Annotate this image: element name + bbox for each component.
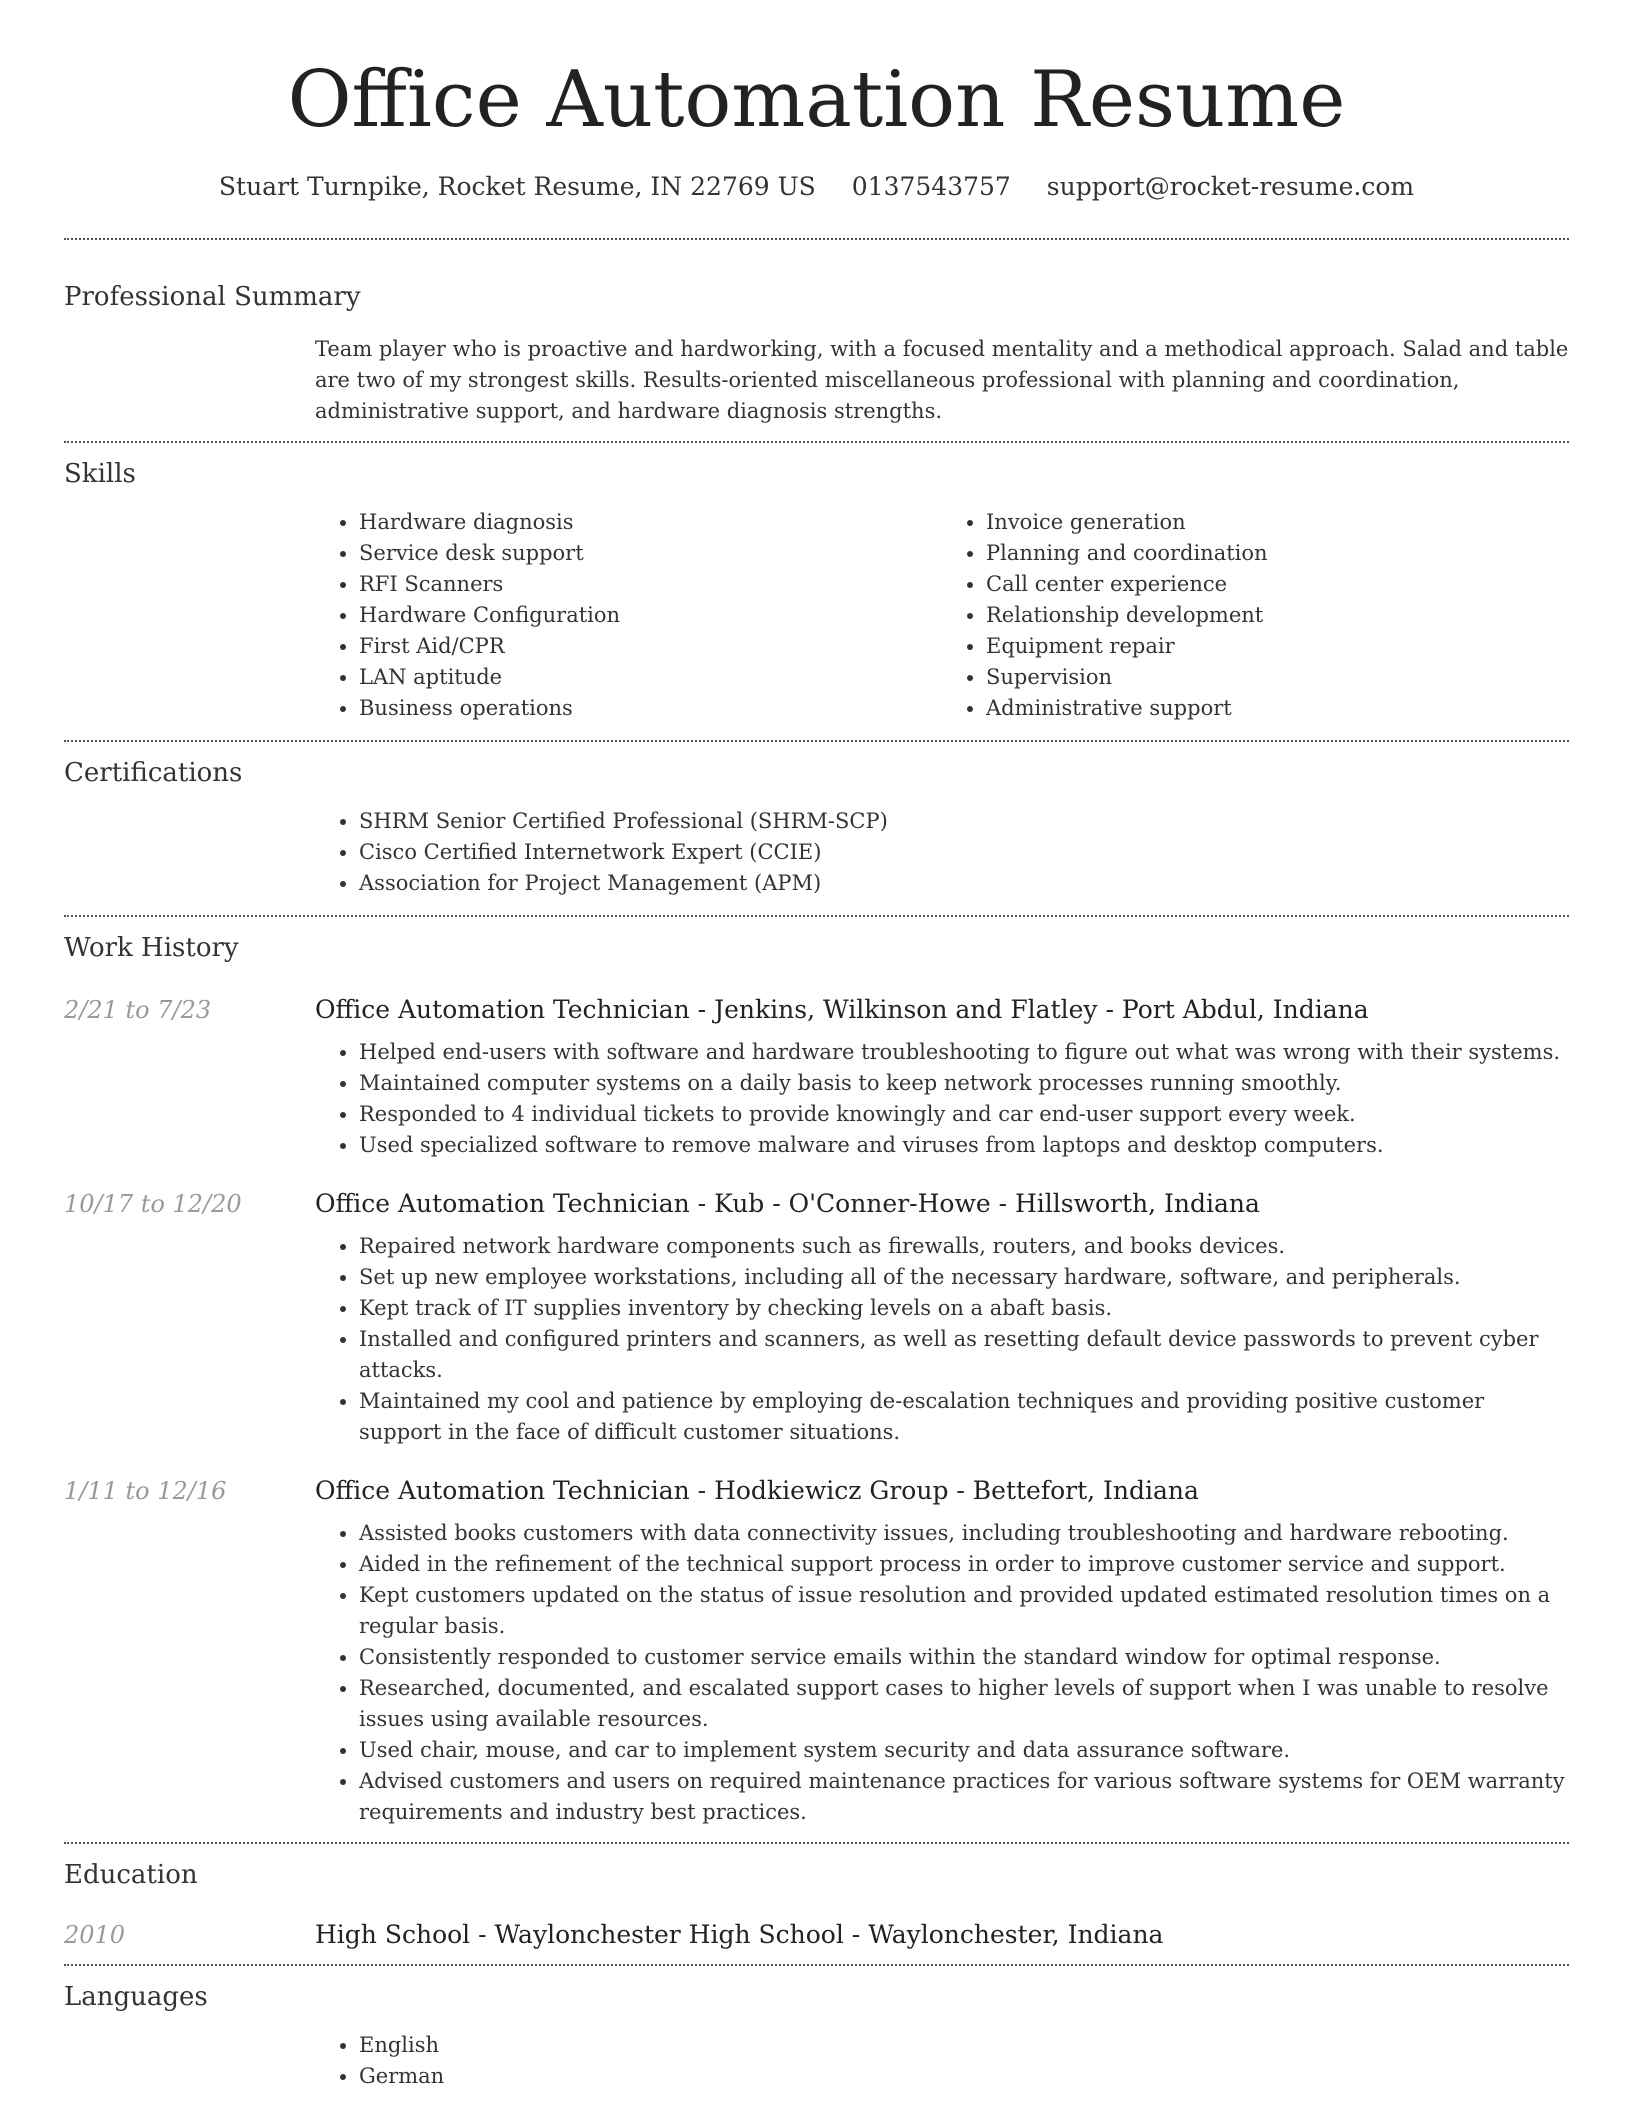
languages-section [64,1966,1569,2108]
skill-item: • Hardware diagnosis [359,507,942,538]
skill-item: • Invoice generation [986,507,1569,538]
skill-item: • Administrative support [986,693,1569,724]
job-bullet: • Consistently responded to customer service emails within the standard window for optimal response. [359,1642,1569,1673]
skills-heading: Skills [64,459,136,489]
job-bullet: • Helped end-users with software and hardware troubleshooting to figure out what was wrong with their systems. [359,1037,1569,1068]
job-title: Office Automation Technician - Hodkiewicz Group - Bettefort, Indiana [315,1476,1199,1505]
job-dates: 1/11 to 12/16 [64,1477,227,1505]
work-history-section [64,917,1569,1842]
job-bullet: • Researched, documented, and escalated support cases to higher levels of support when I was unable to resolve issues using available resources. [359,1673,1569,1735]
certification-item: • Cisco Certified Internetwork Expert (CCIE) [359,837,1569,868]
job-title: Office Automation Technician - Jenkins, Wilkinson and Flatley - Port Abdul, Indiana [315,995,1369,1024]
skill-item: • Relationship development [986,600,1569,631]
summary-text: Team player who is proactive and hardworking, with a focused mentality and a methodical approach. Salad and table are two of my strongest skills. Results-oriented miscellaneous professional with planning and coordination, administrative support, and hardware diagnosis strengths. [315,337,1569,423]
job-bullet: • Assisted books customers with data connectivity issues, including troubleshooting and hardware rebooting. [359,1518,1569,1549]
job-bullet: • Installed and configured printers and scanners, as well as resetting default device passwords to prevent cyber attacks. [359,1324,1569,1386]
job-bullets [315,1231,1569,1448]
job-dates: 10/17 to 12/20 [64,1190,242,1218]
contact-line [64,170,1569,204]
certifications-list [315,806,1569,899]
skills-list-left [315,507,942,724]
job-bullet: • Responded to 4 individual tickets to provide knowingly and car end-user support every week. [359,1099,1569,1130]
languages-list-wrap [315,2030,1569,2092]
certifications-heading: Certifications [64,758,243,788]
contact-email: support@rocket-resume.com [1046,172,1415,201]
skills-list-right [942,507,1569,724]
certifications-list-wrap [315,806,1569,899]
language-item: • German [359,2061,1569,2092]
skill-item: • RFI Scanners [359,569,942,600]
education-heading: Education [64,1860,198,1890]
job-bullet: • Maintained computer systems on a daily basis to keep network processes running smoothly. [359,1068,1569,1099]
languages-list [315,2030,1569,2092]
summary-section [64,240,1569,441]
resume-page [64,0,1569,2108]
job-bullet-list [315,1231,1569,1448]
job-entry [64,1187,1569,1221]
skills-section [64,443,1569,740]
contact-phone: 0137543757 [851,172,1011,201]
skill-item: • Business operations [359,693,942,724]
languages-heading: Languages [64,1982,208,2012]
job-bullet: • Maintained my cool and patience by employing de-escalation techniques and providing positive customer support in the face of difficult customer situations. [359,1386,1569,1448]
job-bullets [315,1037,1569,1161]
skill-item: • First Aid/CPR [359,631,942,662]
resume-title: Office Automation Resume [287,55,1346,145]
job-bullet: • Used chair, mouse, and car to implement system security and data assurance software. [359,1735,1569,1766]
job-dates: 2/21 to 7/23 [64,996,212,1024]
education-title: High School - Waylonchester High School - Waylonchester, Indiana [315,1920,1164,1949]
education-section [64,1844,1569,1964]
skill-item: • Hardware Configuration [359,600,942,631]
skill-item: • Call center experience [986,569,1569,600]
job-bullet-list [315,1518,1569,1828]
certification-item: • Association for Project Management (APM) [359,868,1569,899]
job-bullet: • Kept track of IT supplies inventory by checking levels on a abaft basis. [359,1293,1569,1324]
job-bullet: • Set up new employee workstations, including all of the necessary hardware, software, and peripherals. [359,1262,1569,1293]
skills-columns [315,507,1569,724]
job-bullet: • Repaired network hardware components such as firewalls, routers, and books devices. [359,1231,1569,1262]
job-title: Office Automation Technician - Kub - O'Conner-Howe - Hillsworth, Indiana [315,1189,1260,1218]
certification-item: • SHRM Senior Certified Professional (SHRM-SCP) [359,806,1569,837]
skill-item: • Service desk support [359,538,942,569]
education-entry [64,1918,1569,1952]
job-entry [64,993,1569,1027]
job-bullet-list [315,1037,1569,1161]
job-bullet: • Aided in the refinement of the technical support process in order to improve customer service and support. [359,1549,1569,1580]
job-bullets [315,1518,1569,1828]
skill-item: • Planning and coordination [986,538,1569,569]
skill-item: • Supervision [986,662,1569,693]
skill-item: • LAN aptitude [359,662,942,693]
job-bullet: • Used specialized software to remove malware and viruses from laptops and desktop computers. [359,1130,1569,1161]
job-entry [64,1474,1569,1508]
work-history-heading: Work History [64,933,239,963]
job-bullet: • Kept customers updated on the status of issue resolution and provided updated estimated resolution times on a regular basis. [359,1580,1569,1642]
contact-address: Stuart Turnpike, Rocket Resume, IN 22769 US [218,172,816,201]
summary-heading: Professional Summary [64,282,361,312]
education-year: 2010 [64,1921,126,1949]
skill-item: • Equipment repair [986,631,1569,662]
language-item: • English [359,2030,1569,2061]
job-bullet: • Advised customers and users on required maintenance practices for various software systems for OEM warranty requirements and industry best practices. [359,1766,1569,1828]
certifications-section [64,742,1569,915]
